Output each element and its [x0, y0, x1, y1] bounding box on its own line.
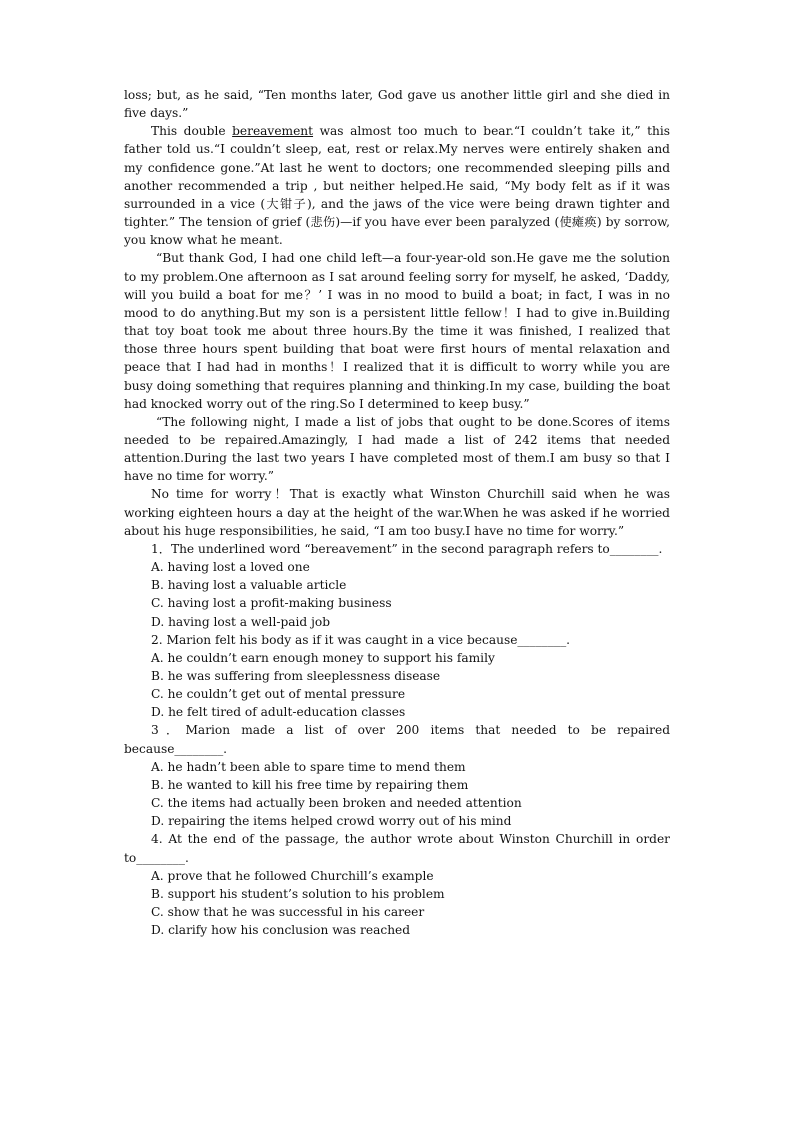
answer-option[interactable]: B. he wanted to kill his free time by repairing them — [151, 777, 469, 792]
underlined-word: bereavement — [232, 124, 314, 139]
answer-option[interactable]: A. he hadn’t been able to spare time to mend them — [151, 759, 466, 774]
question-4 — [124, 830, 670, 939]
question-2 — [124, 631, 670, 722]
question-stem: 1．The underlined word “bereavement” in the second paragraph refers to________. — [151, 541, 663, 556]
paragraph-text: was almost too much to bear.“I couldn’t take it,” this father told us.“I couldn’t sleep, eat, rest or relax.My nerves were entirely shaken and my confidence gone.”At last he went to doctors; one recommended sleeping pills and another recommended a trip , but neither helped.He said, “My body felt as if it was surrounded in a vice (大钳子), and the jaws of the vice were being drawn tighter and tighter.” The tension of grief (悲伤)—if you have ever been paralyzed (使瘫痪) by sorrow, you know what he meant. — [124, 124, 671, 248]
passage-paragraph: “The following night, I made a list of jobs that ought to be done.Scores of items needed to be repaired.Amazingly, I had made a list of 242 items that needed attention.During the last two years I have completed most of them.I am busy so that I have no time for worry.” — [124, 414, 670, 484]
answer-option[interactable]: A. he couldn’t earn enough money to support his family — [151, 650, 495, 665]
paragraph-text: This double — [151, 124, 233, 139]
question-stem: 4. At the end of the passage, the author wrote about Winston Churchill in order to________. — [124, 832, 670, 865]
answer-option[interactable]: D. clarify how his conclusion was reached — [151, 923, 411, 938]
answer-option[interactable]: D. he felt tired of adult-education classes — [151, 705, 406, 720]
answer-option[interactable]: B. he was suffering from sleeplessness disease — [151, 669, 441, 683]
question-1 — [124, 540, 670, 631]
answer-option[interactable]: C. show that he was successful in his career — [151, 905, 425, 920]
answer-option[interactable]: C. the items had actually been broken and needed attention — [151, 796, 522, 811]
passage-paragraph: “But thank God, I had one child left—a four-year-old son.He gave me the solution to my problem.One afternoon as I sat around feeling sorry for myself, he asked, ‘Daddy, will you build a boat for me？’ I was in no mood to build a boat; in fact, I was in no mood to do anything.But my son is a persistent little fellow！I had to give in.Building that toy boat took me about three hours.By the time it was finished, I realized that those three hours spent building that boat were first hours of mental relaxation and peace that I had had in months！I realized that it is difficult to worry while you are busy doing something that requires planning and thinking.In my case, building the boat had knocked worry out of the ring.So I determined to keep busy.” — [124, 251, 670, 411]
answer-option[interactable]: D. having lost a well-paid job — [151, 614, 331, 629]
passage-paragraph — [124, 122, 670, 249]
question-stem: 2. Marion felt his body as if it was caught in a vice because________. — [151, 632, 571, 647]
passage-paragraph: No time for worry！That is exactly what Winston Churchill said when he was working eighteen hours a day at the height of the war.When he was asked if he worried about his huge responsibilities, he said, “I am too busy.I have no time for worry.” — [124, 487, 670, 538]
answer-option[interactable]: D. repairing the items helped crowd worry out of his mind — [151, 814, 512, 829]
answer-option[interactable]: B. support his student’s solution to his problem — [151, 886, 445, 901]
answer-option[interactable]: B. having lost a valuable article — [151, 578, 347, 593]
answer-option[interactable]: C. he couldn’t get out of mental pressure — [151, 687, 406, 702]
question-stem: 3．Marion made a list of over 200 items that needed to be repaired because________. — [124, 723, 670, 756]
document-page — [124, 86, 670, 939]
question-3 — [124, 721, 670, 830]
answer-option[interactable]: C. having lost a profit-making business — [151, 596, 392, 611]
answer-option[interactable]: A. having lost a loved one — [151, 560, 310, 575]
answer-option[interactable]: A. prove that he followed Churchill’s example — [151, 868, 434, 883]
passage-paragraph: loss; but, as he said, “Ten months later, God gave us another little girl and she died in five days.” — [124, 88, 670, 121]
